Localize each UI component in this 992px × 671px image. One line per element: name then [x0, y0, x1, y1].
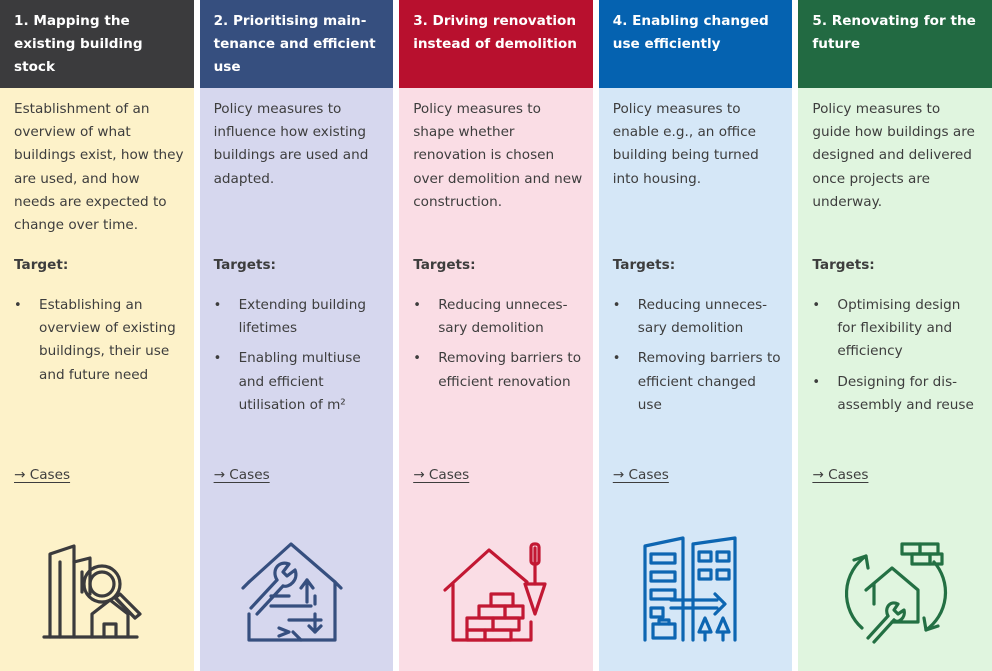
column-body	[399, 88, 593, 671]
wrench-house-icon	[231, 532, 361, 652]
column-body	[599, 88, 793, 671]
column-description: Policy measures to guide how buildings are designed and delivered once projects are underway.	[812, 101, 975, 210]
column-description: Policy measures to enable e.g., an office building being turned into housing.	[612, 101, 759, 187]
cases-link[interactable]: → Cases	[14, 467, 71, 483]
target-item: • Designing for dis-assembly and reuse	[812, 371, 982, 417]
column-description: Policy measures to shape whether renovation is chosen over demolition and new construction.	[413, 101, 583, 210]
column-header: 1. Mapping the existing building stock	[0, 0, 194, 88]
column-body	[798, 88, 992, 671]
target-item: • Removing barriers to efficient changed use	[613, 347, 783, 417]
target-item: • Reducing unneces-sary demolition	[413, 294, 583, 340]
brick-trowel-house-icon	[431, 532, 561, 652]
column-header: 5. Renovating for the future	[798, 0, 992, 88]
target-item: • Removing barriers to efficient renovation	[413, 347, 583, 393]
target-item: • Reducing unneces-sary demolition	[613, 294, 783, 340]
cases-link[interactable]: → Cases	[213, 467, 270, 483]
building-conversion-icon	[631, 532, 761, 652]
target-label: Targets:	[213, 257, 276, 273]
target-label: Targets:	[413, 257, 476, 273]
column-body	[200, 88, 394, 671]
column-header: 4. Enabling changed use efficiently	[599, 0, 793, 88]
target-label: Target:	[14, 257, 69, 273]
target-label: Targets:	[812, 257, 875, 273]
column-header: 2. Prioritising main-tenance and efficient use	[200, 0, 394, 88]
target-list	[613, 294, 783, 424]
target-list	[413, 294, 583, 401]
target-list	[14, 294, 184, 394]
target-item: • Optimising design for flexibility and efficiency	[812, 294, 982, 364]
search-building-icon	[32, 532, 162, 652]
target-label: Targets:	[612, 257, 676, 273]
target-list	[214, 294, 384, 424]
column-body	[0, 88, 194, 671]
column-renovating-future	[798, 0, 992, 671]
target-item: • Extending building lifetimes	[214, 294, 384, 340]
cases-link[interactable]: → Cases	[612, 467, 669, 483]
column-driving-renovation	[399, 0, 593, 671]
column-prioritising-maintenance	[200, 0, 394, 671]
column-enabling-changed-use	[599, 0, 793, 671]
target-list	[812, 294, 982, 424]
cases-link[interactable]: → Cases	[413, 467, 470, 483]
target-item: • Enabling multiuse and efficient utilisation of m²	[214, 347, 384, 417]
cases-link[interactable]: → Cases	[812, 467, 869, 483]
column-mapping-building-stock	[0, 0, 194, 671]
column-description: Policy measures to influence how existing buildings are used and adapted.	[213, 101, 369, 187]
circular-reuse-icon	[830, 532, 960, 652]
column-header: 3. Driving renovation instead of demolition	[399, 0, 593, 88]
column-description: Establishment of an overview of what buildings exist, how they are used, and how needs are expected to change over time.	[14, 101, 184, 234]
target-item: • Establishing an overview of existing buildings, their use and future need	[14, 294, 184, 387]
